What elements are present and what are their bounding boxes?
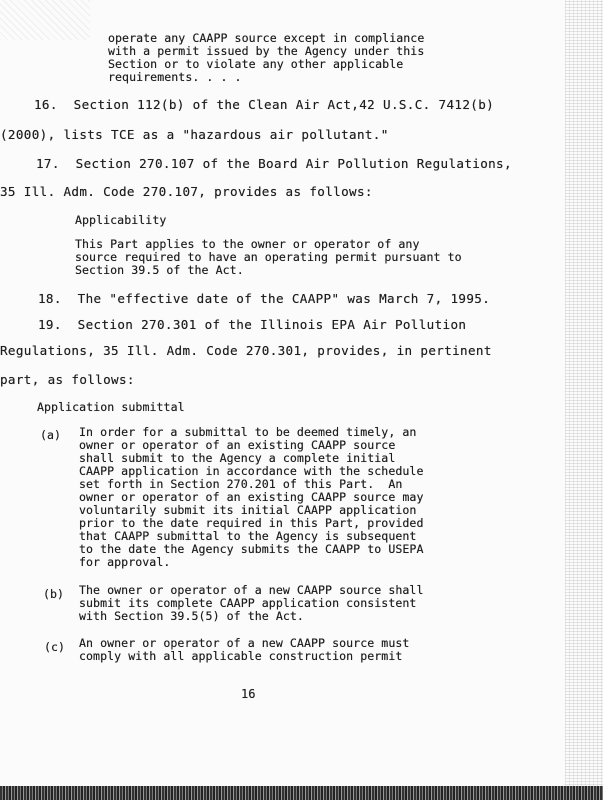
paragraph-16-line: (2000), lists TCE as a "hazardous air pollutant.": [0, 127, 389, 142]
item-b-line: submit its complete CAAPP application consistent: [79, 596, 417, 610]
applicability-line: source required to have an operating permit pursuant to: [75, 250, 462, 264]
applicability-line: This Part applies to the owner or operator of any: [75, 237, 420, 251]
item-c-line: An owner or operator of a new CAAPP source must: [79, 636, 410, 650]
item-a-line: shall submit to the Agency a complete initial: [79, 451, 396, 465]
applicability-heading: Applicability: [75, 213, 167, 227]
item-a-line: prior to the date required in this Part, provided: [79, 516, 424, 530]
item-a-line: to the date the Agency submits the CAAPP to USEPA: [79, 542, 424, 556]
item-c-line: comply with all applicable construction permit: [79, 649, 403, 663]
item-a-line: for approval.: [79, 555, 171, 569]
item-a-line: that CAAPP submittal to the Agency is subsequent: [79, 529, 417, 543]
item-c-label: (c): [44, 640, 66, 654]
item-a-line: owner or operator of an existing CAAPP source: [79, 438, 396, 452]
page-number: 16: [241, 687, 256, 701]
paragraph-19-line: Regulations, 35 Ill. Adm. Code 270.301, provides, in pertinent: [0, 343, 492, 358]
scan-noise-right-edge: [565, 0, 603, 800]
item-a-line: owner or operator of an existing CAAPP source may: [79, 490, 424, 504]
paragraph-19-line: part, as follows:: [0, 372, 135, 387]
item-a-line: CAAPP application in accordance with the schedule: [79, 464, 424, 478]
item-b-line: The owner or operator of a new CAAPP source shall: [79, 583, 424, 597]
paragraph-18: 18. The "effective date of the CAAPP" was March 7, 1995.: [38, 291, 491, 306]
item-a-line: set forth in Section 270.201 of this Part. An: [79, 477, 403, 491]
submittal-heading: Application submittal: [37, 400, 185, 414]
paragraph-17-line: 35 Ill. Adm. Code 270.107, provides as follows:: [0, 184, 373, 199]
block-line: with a permit issued by the Agency under this: [108, 44, 425, 58]
block-line: operate any CAAPP source except in compliance: [108, 31, 425, 45]
scan-noise-top-left: [0, 0, 90, 40]
scan-noise-bottom-edge: [0, 786, 603, 800]
item-b-label: (b): [43, 587, 65, 601]
block-line: requirements. . . .: [108, 70, 242, 84]
item-b-line: with Section 39.5(5) of the Act.: [79, 609, 304, 623]
paragraph-16-line: 16. Section 112(b) of the Clean Air Act,42 U.S.C. 7412(b): [34, 97, 495, 112]
paragraph-17-line: 17. Section 270.107 of the Board Air Pollution Regulations,: [36, 156, 512, 171]
item-a-label: (a): [40, 428, 62, 442]
item-a-line: In order for a submittal to be deemed timely, an: [79, 425, 417, 439]
item-a-line: voluntarily submit its initial CAAPP application: [79, 503, 417, 517]
block-line: Section or to violate any other applicable: [108, 57, 404, 71]
applicability-line: Section 39.5 of the Act.: [75, 263, 244, 277]
paragraph-19-line: 19. Section 270.301 of the Illinois EPA Air Pollution: [38, 317, 467, 332]
